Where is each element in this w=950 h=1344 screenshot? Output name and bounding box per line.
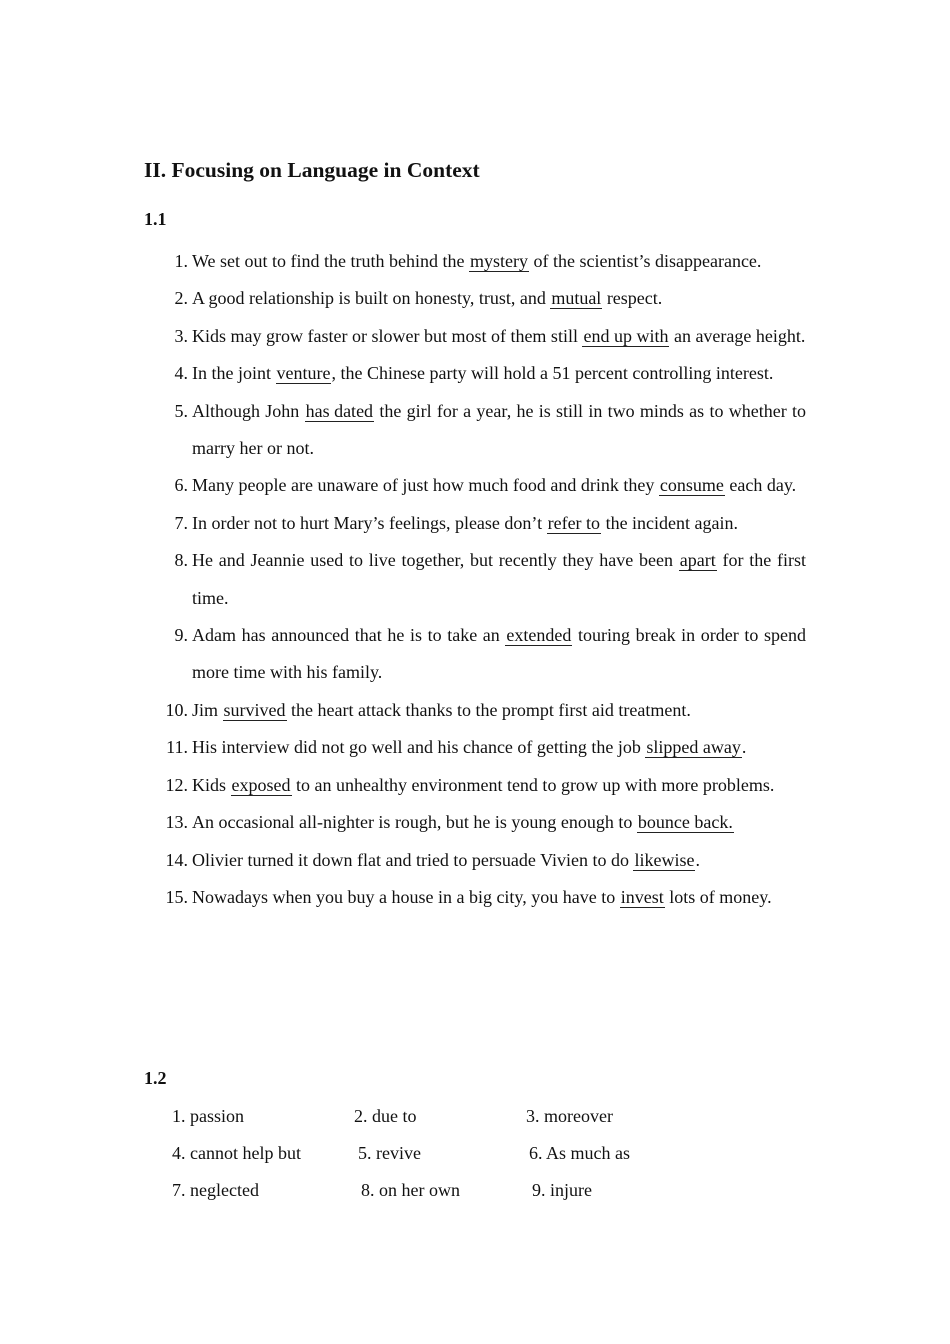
sentence-item [0,692,950,729]
sentence-item [0,879,950,916]
sentence-item [0,393,950,468]
answer-underline: slipped away [646,737,741,758]
answer-underline: invest [620,886,664,907]
exercise-list-1-1 [0,243,950,916]
answer-underline: refer to [547,512,601,533]
sentence-item [0,617,950,692]
sentence-text: A good relationship is built on honesty, trust, and [192,288,551,309]
subsection-label-1-2: 1.2 [144,1068,167,1088]
sentence-item [0,243,950,280]
answer-underline: end up with [583,325,669,346]
item-number: 9. [174,625,188,646]
section-heading: II. Focusing on Language in Context [144,158,480,182]
sentence-text: We set out to find the truth behind the [192,251,469,271]
sentence-text: Many people are unaware of just how much food and drink they [192,475,659,496]
answer-underline: bounce back. [637,812,733,833]
item-number: 3. [174,325,188,346]
sentence-text: Although John [192,400,305,421]
item-number: 1. [174,251,188,271]
sentence-text: An occasional all-nighter is rough, but he is young enough to [192,812,637,833]
answer-underline: extended [506,625,572,646]
item-number: 6. [174,475,188,496]
item-number: 8. [174,550,188,571]
answer-underline: consume [659,475,724,496]
grid-answer: 2. due to [354,1106,417,1126]
sentence-text: touring break in order to spend more time with his family. [192,625,806,683]
answer-underline: venture [276,363,331,384]
sentence-item [0,280,950,317]
sentence-text: In the joint [192,363,276,384]
grid-answer: 9. injure [532,1180,592,1201]
sentence-text: In order not to hurt Mary’s feelings, please don’t [192,512,547,533]
grid-answer: 3. moreover [526,1106,613,1126]
answer-underline: survived [223,699,286,720]
sentence-text: the incident again. [601,512,739,533]
sentence-text: Kids [192,774,231,795]
grid-answer: 8. on her own [361,1180,460,1201]
grid-answer: 6. As much as [529,1143,630,1164]
sentence-text: lots of money. [664,886,772,907]
sentence-text: His interview did not go well and his chance of getting the job [192,737,646,758]
answer-underline: mutual [551,288,602,309]
sentence-text: Olivier turned it down flat and tried to persuade Vivien to do [192,849,634,870]
grid-answer: 4. cannot help but [172,1143,301,1164]
sentence-item [0,842,950,879]
sentence-item [0,318,950,355]
answer-underline: has dated [305,400,374,421]
sentence-item [0,804,950,841]
sentence-text: to an unhealthy environment tend to grow up with more problems. [291,774,775,795]
sentence-item [0,355,950,392]
grid-answer: 1. passion [172,1106,244,1126]
item-number: 2. [174,288,188,309]
item-number: 13. [165,812,188,833]
sentence-text: Jim [192,699,223,720]
sentence-text: for the first time. [192,550,806,608]
grid-answer: 7. neglected [172,1180,259,1201]
sentence-text: the girl for a year, he is still in two minds as to whether to marry her or not. [192,400,806,459]
answer-underline: exposed [231,774,291,795]
item-number: 10. [165,699,188,720]
item-number: 12. [165,774,188,795]
sentence-item [0,467,950,504]
item-number: 5. [174,400,188,421]
sentence-item [0,505,950,542]
sentence-text: Nowadays when you buy a house in a big city, you have to [192,886,620,907]
sentence-text: the heart attack thanks to the prompt first aid treatment. [286,699,691,720]
sentence-item [0,767,950,804]
subsection-label-1-1: 1.1 [144,209,167,229]
sentence-text: He and Jeannie used to live together, but recently they have been [192,550,679,571]
sentence-text: Kids may grow faster or slower but most of them still [192,325,583,346]
item-number: 14. [165,849,188,870]
item-number: 7. [174,512,188,533]
answer-underline: mystery [470,251,528,271]
sentence-text: . [695,849,700,870]
sentence-text: an average height. [669,325,806,346]
item-number: 4. [174,363,188,384]
sentence-item [0,729,950,766]
item-number: 15. [165,886,188,907]
sentence-text: . [741,737,747,758]
grid-answer: 5. revive [358,1143,421,1164]
sentence-text: of the scientist’s disappearance. [529,251,762,271]
answer-underline: apart [679,550,716,571]
answer-underline: likewise [634,849,695,870]
sentence-text: respect. [602,288,663,309]
sentence-text: each day. [724,475,797,496]
sentence-text: , the Chinese party will hold a 51 percent controlling interest. [331,363,774,384]
item-number: 11. [166,737,188,758]
sentence-item [0,542,950,617]
sentence-text: Adam has announced that he is to take an [192,625,506,646]
